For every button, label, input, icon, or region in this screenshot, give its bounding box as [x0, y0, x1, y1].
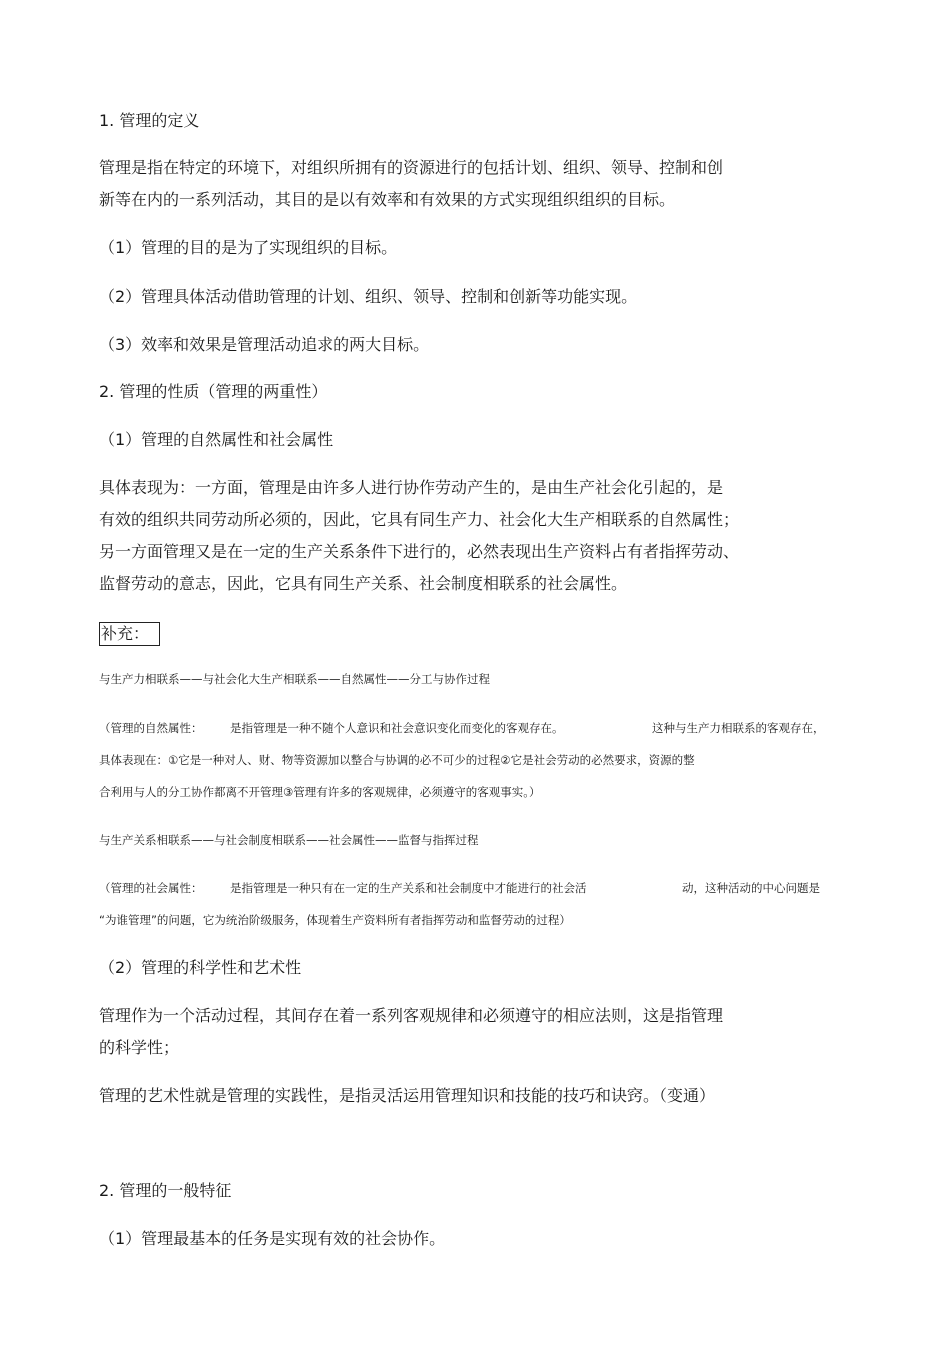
note-line: 这种与生产力相联系的客观存在，	[652, 721, 825, 735]
note-line: 动，这种活动的中心问题是	[682, 881, 820, 895]
subsection-heading: （2）管理的科学性和艺术性	[99, 958, 302, 977]
list-item: （1）管理最基本的任务是实现有效的社会协作。	[99, 1229, 446, 1248]
note-line: “为谁管理”的问题，它为统治阶级服务，体现着生产资料所有者指挥劳动和监督劳动的过程）	[99, 913, 571, 927]
paragraph-line: 另一方面管理又是在一定的生产关系条件下进行的，必然表现出生产资料占有者指挥劳动、	[99, 542, 740, 561]
paragraph-line: 管理的艺术性就是管理的实践性，是指灵活运用管理知识和技能的技巧和诀窍。（变通）	[99, 1086, 716, 1105]
note-line: 与生产力相联系——与社会化大生产相联系——自然属性——分工与协作过程	[99, 672, 490, 686]
list-item: （2）管理具体活动借助管理的计划、组织、领导、控制和创新等功能实现。	[99, 287, 638, 306]
list-item: （1）管理的目的是为了实现组织的目标。	[99, 238, 398, 257]
section-heading-nature: 2. 管理的性质（管理的两重性）	[99, 382, 328, 401]
paragraph-line: 具体表现为：一方面，管理是由许多人进行协作劳动产生的，是由生产社会化引起的，是	[99, 478, 724, 497]
paragraph-line: 新等在内的一系列活动，其目的是以有效率和有效果的方式实现组织组织的目标。	[99, 190, 676, 209]
paragraph-line: 管理是指在特定的环境下，对组织所拥有的资源进行的包括计划、组织、领导、控制和创	[99, 158, 724, 177]
note-line: 是指管理是一种不随个人意识和社会意识变化而变化的客观存在。	[230, 721, 564, 735]
paragraph-line: 的科学性；	[99, 1038, 180, 1057]
paragraph-line: 监督劳动的意志，因此，它具有同生产关系、社会制度相联系的社会属性。	[99, 574, 628, 593]
note-line: 与生产关系相联系——与社会制度相联系——社会属性——监督与指挥过程	[99, 833, 479, 847]
paragraph-line: 管理作为一个活动过程，其间存在着一系列客观规律和必须遵守的相应法则，这是指管理	[99, 1006, 724, 1025]
note-line: 具体表现在：①它是一种对人、财、物等资源加以整合与协调的必不可少的过程②它是社会劳动的必然要求，资源的整	[99, 753, 695, 767]
list-item: （3）效率和效果是管理活动追求的两大目标。	[99, 335, 430, 354]
supplement-label: 补充：	[99, 622, 160, 646]
note-line: 合利用与人的分工协作都离不开管理③管理有许多的客观规律，必须遵守的客观事实。）	[99, 785, 541, 799]
section-heading-characteristics: 2. 管理的一般特征	[99, 1181, 232, 1200]
note-line: （管理的自然属性：	[99, 721, 203, 735]
section-heading-definition: 1. 管理的定义	[99, 111, 200, 130]
note-line: （管理的社会属性：	[99, 881, 203, 895]
note-line: 是指管理是一种只有在一定的生产关系和社会制度中才能进行的社会活	[230, 881, 587, 895]
paragraph-line: 有效的组织共同劳动所必须的，因此，它具有同生产力、社会化大生产相联系的自然属性；	[99, 510, 740, 529]
subsection-heading: （1）管理的自然属性和社会属性	[99, 430, 334, 449]
